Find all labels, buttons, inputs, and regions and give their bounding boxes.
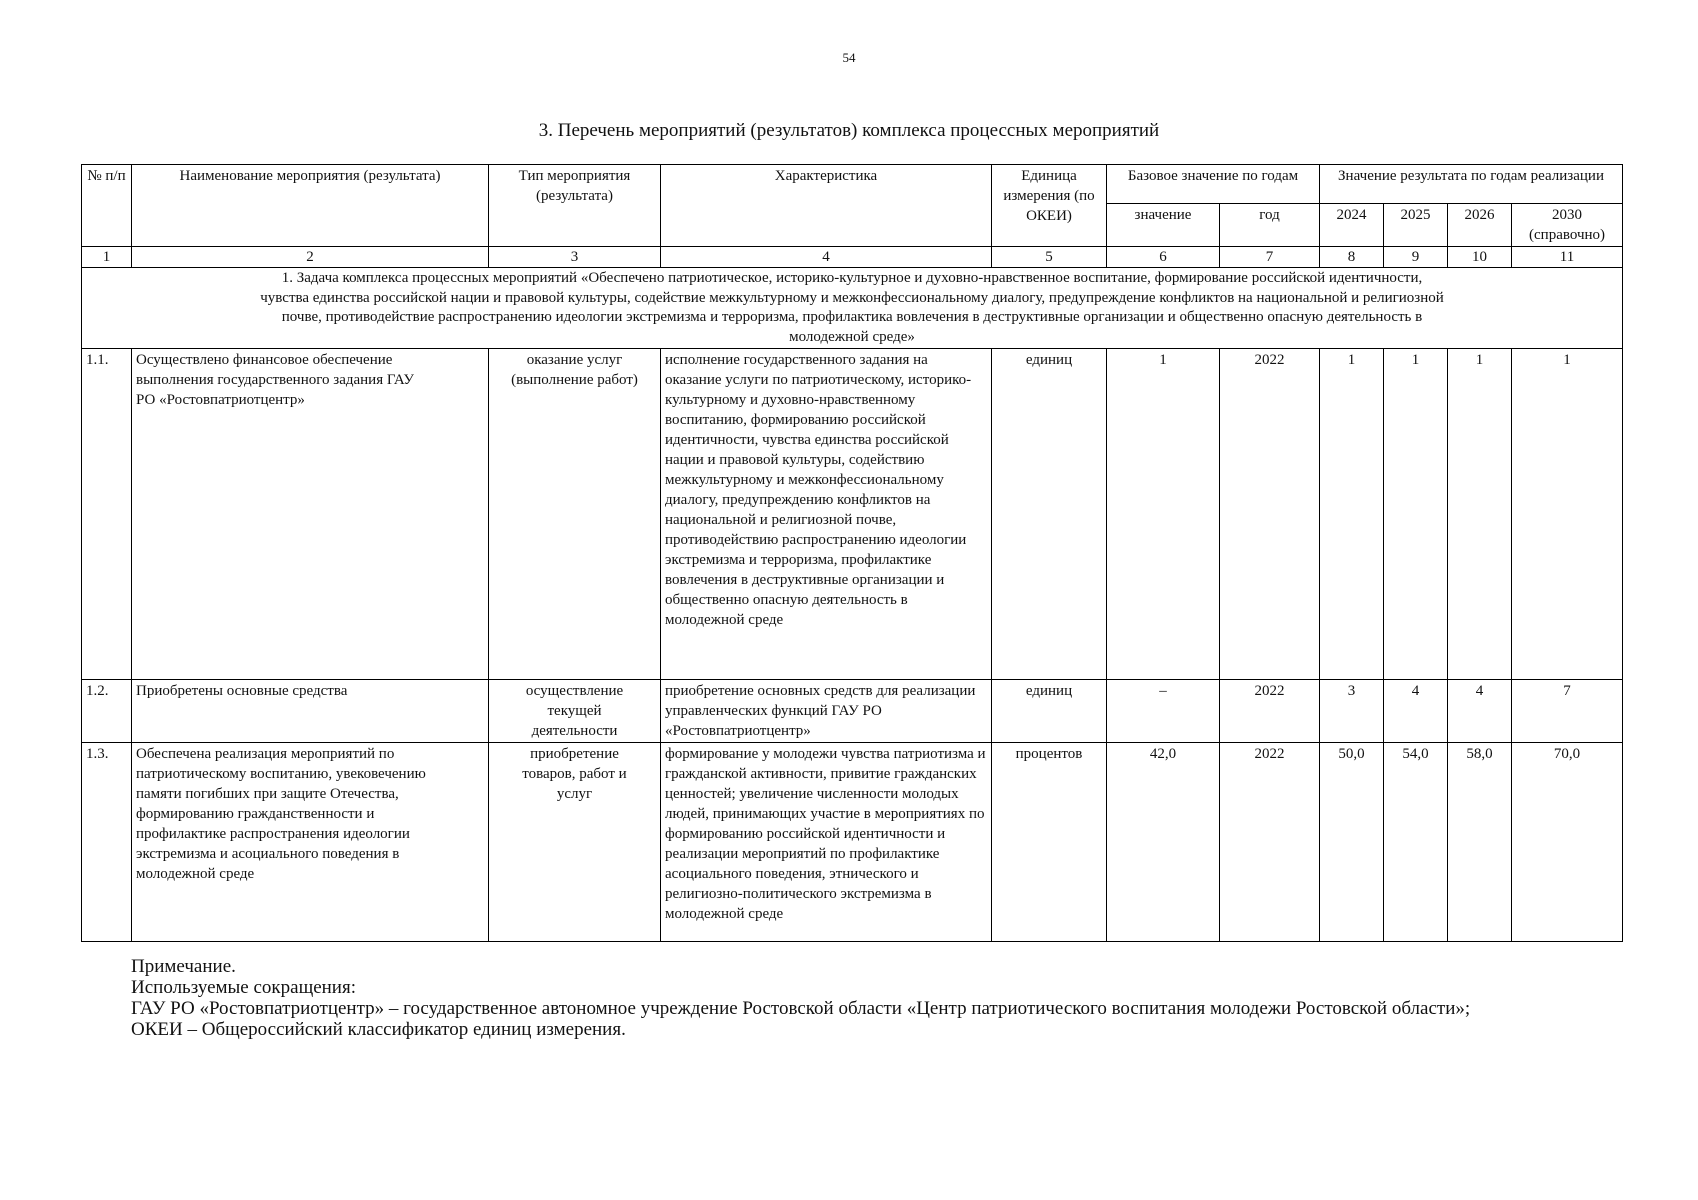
row-value-2026: 58,0: [1448, 743, 1512, 942]
note-section: [131, 956, 1470, 1040]
row-base-year: 2022: [1220, 349, 1320, 680]
note-subheading: Используемые сокращения:: [131, 977, 356, 998]
column-number: 10: [1448, 247, 1512, 268]
row-value-2030: 70,0: [1512, 743, 1623, 942]
header-type: Тип мероприятия (результата): [489, 165, 661, 247]
header-num: № п/п: [82, 165, 132, 247]
header-result: Значение результата по годам реализации: [1320, 165, 1623, 204]
row-value-2024: 1: [1320, 349, 1384, 680]
header-2024: 2024: [1320, 204, 1384, 247]
header-2025: 2025: [1384, 204, 1448, 247]
section-title: 3. Перечень мероприятий (результатов) комплекса процессных мероприятий: [538, 120, 1160, 141]
row-type: оказание услуг (выполнение работ): [489, 349, 661, 680]
header-2026: 2026: [1448, 204, 1512, 247]
row-value-2025: 1: [1384, 349, 1448, 680]
column-number: 11: [1512, 247, 1623, 268]
header-base: Базовое значение по годам: [1107, 165, 1320, 204]
note-line: ГАУ РО «Ростовпатриотцентр» – государственное автономное учреждение Ростовской области «Центр патриотического воспитания молодежи Ростовской области»;: [131, 998, 1471, 1019]
row-unit: единиц: [992, 680, 1107, 743]
measures-table: [81, 164, 1623, 942]
column-numbers-row: [82, 247, 1623, 268]
column-number: 8: [1320, 247, 1384, 268]
column-number: 7: [1220, 247, 1320, 268]
column-number: 6: [1107, 247, 1220, 268]
row-unit: процентов: [992, 743, 1107, 942]
row-name: Обеспечена реализация мероприятий по патриотическому воспитанию, увековечению памяти погибших при защите Отечества, формированию гражданственности и профилактике распространения идеологии экстремизма и асоциального поведения в молодежной среде: [132, 743, 489, 942]
row-base-year: 2022: [1220, 680, 1320, 743]
row-type: приобретение товаров, работ и услуг: [489, 743, 661, 942]
row-name: Осуществлено финансовое обеспечение выполнения государственного задания ГАУ РО «Ростовпатриотцентр»: [132, 349, 489, 680]
table-row: [82, 349, 1623, 680]
column-number: 2: [132, 247, 489, 268]
header-2030: 2030 (справочно): [1512, 204, 1623, 247]
row-value-2024: 50,0: [1320, 743, 1384, 942]
column-number: 1: [82, 247, 132, 268]
table-row: [82, 680, 1623, 743]
table-row: [82, 743, 1623, 942]
note-line: ОКЕИ – Общероссийский классификатор единиц измерения.: [131, 1019, 626, 1040]
header-characteristic: Характеристика: [661, 165, 992, 247]
row-value-2024: 3: [1320, 680, 1384, 743]
row-value-2025: 54,0: [1384, 743, 1448, 942]
row-num: 1.1.: [82, 349, 132, 680]
row-base-value: 42,0: [1107, 743, 1220, 942]
row-name: Приобретены основные средства: [132, 680, 489, 743]
page-number: 54: [842, 50, 856, 65]
column-number: 3: [489, 247, 661, 268]
row-type: осуществление текущей деятельности: [489, 680, 661, 743]
column-number: 5: [992, 247, 1107, 268]
row-base-year: 2022: [1220, 743, 1320, 942]
row-characteristic: исполнение государственного задания на оказание услуги по патриотическому, историко-культурному и духовно-нравственному воспитанию, формированию российской идентичности, чувства единства российской нации и правовой культуры, содействию межкультурному и межконфессиональному диалогу, предупреждению конфликтов на национальной и религиозной почве, противодействию распространению идеологии экстремизма и терроризма, профилактике вовлечения в деструктивные организации и общественно опасную деятельность в молодежной среде: [661, 349, 992, 680]
header-base-year: год: [1220, 204, 1320, 247]
row-base-value: 1: [1107, 349, 1220, 680]
header-name: Наименование мероприятия (результата): [132, 165, 489, 247]
header-base-value: значение: [1107, 204, 1220, 247]
row-value-2030: 7: [1512, 680, 1623, 743]
row-num: 1.2.: [82, 680, 132, 743]
column-number: 4: [661, 247, 992, 268]
note-heading: Примечание.: [131, 956, 236, 977]
column-number: 9: [1384, 247, 1448, 268]
row-characteristic: формирование у молодежи чувства патриотизма и гражданской активности, привитие гражданских ценностей; увеличение численности молодых людей, принимающих участие в мероприятиях по формированию российской идентичности и реализации мероприятий по профилактике асоциального поведения, этнического и религиозно-политического экстремизма в молодежной среде: [661, 743, 992, 942]
row-value-2026: 4: [1448, 680, 1512, 743]
row-base-value: –: [1107, 680, 1220, 743]
header-unit: Единица измерения (по ОКЕИ): [992, 165, 1107, 247]
header-row: [82, 165, 1623, 204]
row-value-2025: 4: [1384, 680, 1448, 743]
row-unit: единиц: [992, 349, 1107, 680]
row-characteristic: приобретение основных средств для реализации управленческих функций ГАУ РО «Ростовпатриотцентр»: [661, 680, 992, 743]
row-value-2030: 1: [1512, 349, 1623, 680]
task-row: [82, 268, 1623, 349]
task-description: 1. Задача комплекса процессных мероприятий «Обеспечено патриотическое, историко-культурное и духовно-нравственное воспитание, формирование российской идентичности, чувства единства российской нации и правовой культуры, содействие межкультурному и межконфессиональному диалогу, предупреждение конфликтов на национальной и религиозной почве, противодействие распространению идеологии экстремизма и терроризма, профилактика вовлечения в деструктивные организации и общественно опасную деятельность в молодежной среде»: [82, 268, 1623, 349]
row-value-2026: 1: [1448, 349, 1512, 680]
row-num: 1.3.: [82, 743, 132, 942]
